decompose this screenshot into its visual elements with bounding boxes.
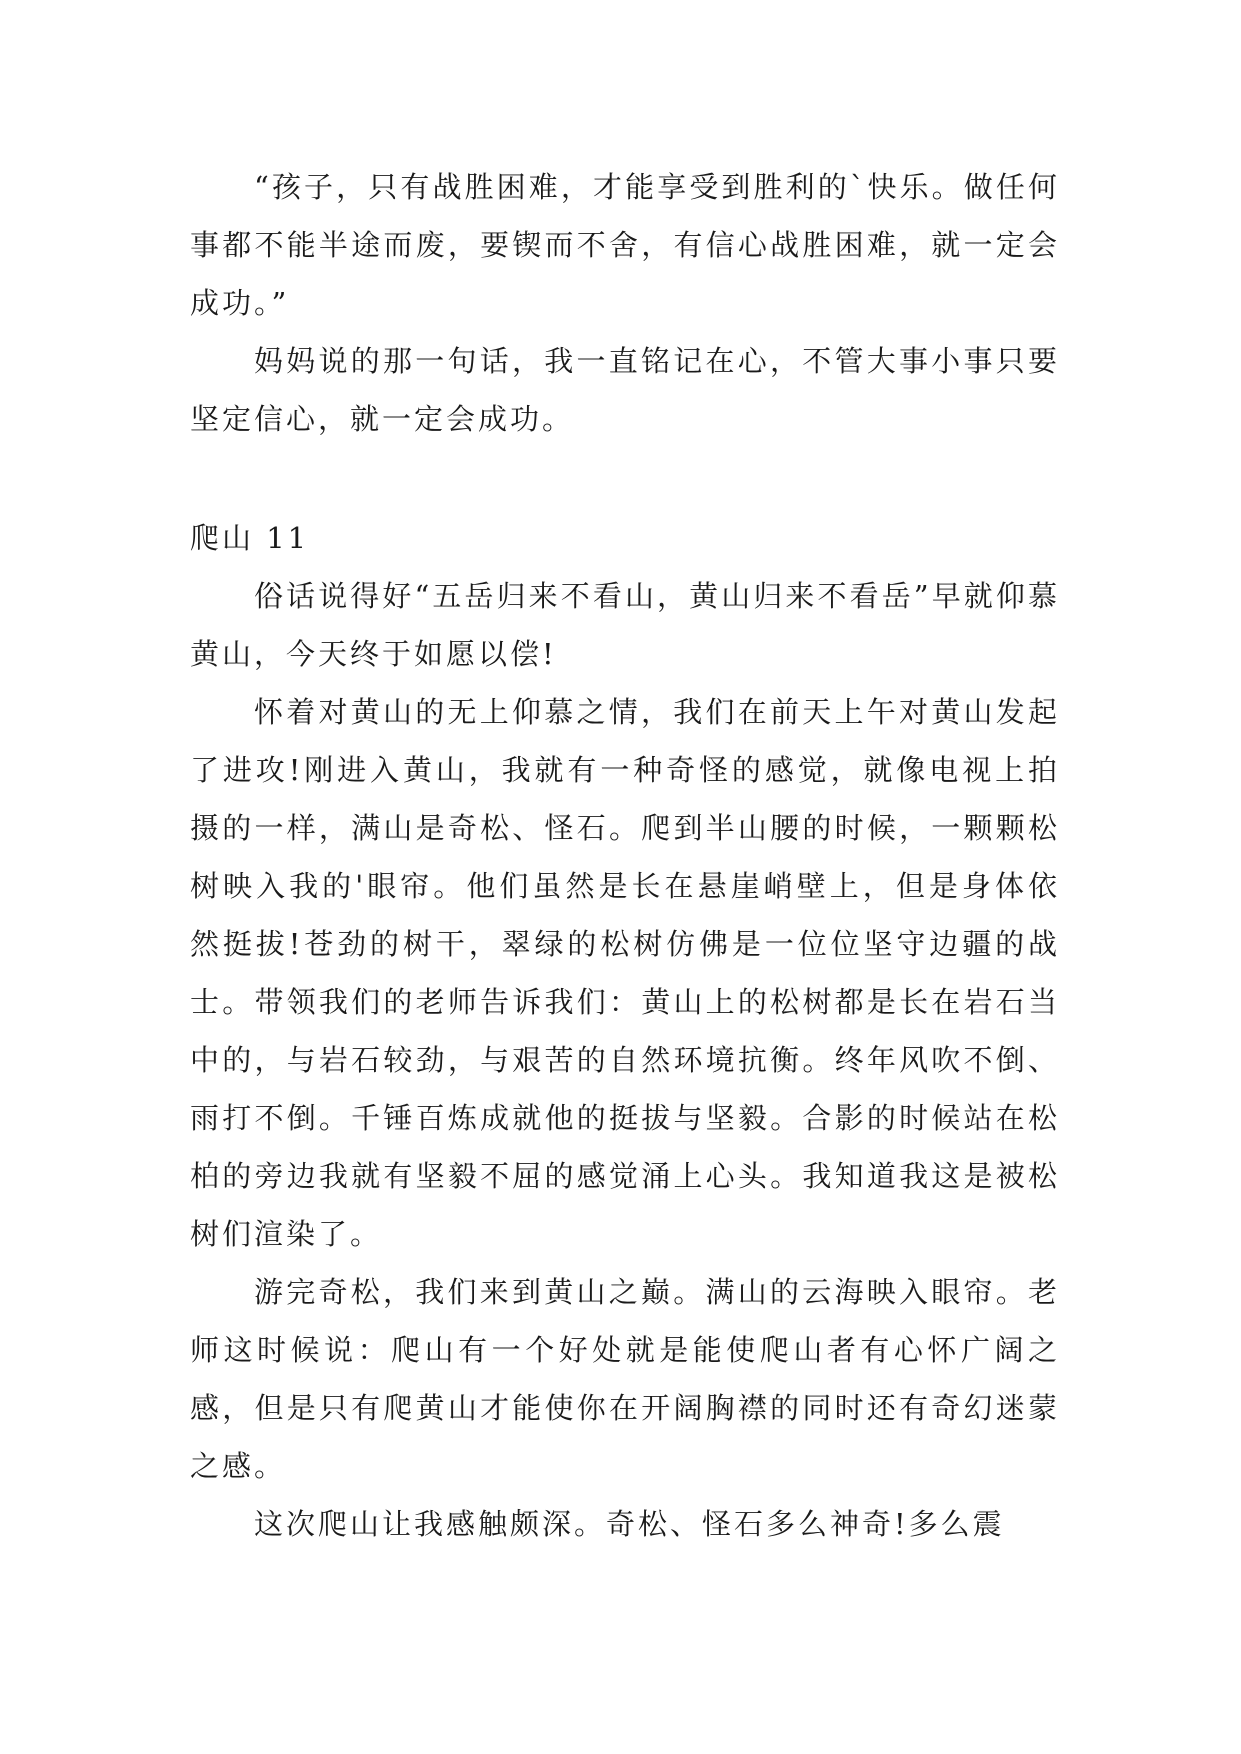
intro-text-block bbox=[190, 158, 1060, 448]
paragraph: 游完奇松，我们来到黄山之巅。满山的云海映入眼帘。老师这时候说：爬山有一个好处就是能使爬山者有心怀广阔之感，但是只有爬黄山才能使你在开阔胸襟的同时还有奇幻迷蒙之感。 bbox=[190, 1275, 1060, 1483]
paragraph: “孩子，只有战胜困难，才能享受到胜利的`快乐。做任何事都不能半途而废，要锲而不舍，有信心战胜困难，就一定会成功。” bbox=[190, 170, 1060, 320]
section-title: 爬山 11 bbox=[190, 521, 310, 555]
essay-section bbox=[190, 509, 1060, 1553]
paragraph: 俗话说得好“五岳归来不看山，黄山归来不看岳”早就仰慕黄山，今天终于如愿以偿! bbox=[190, 579, 1060, 671]
paragraph: 怀着对黄山的无上仰慕之情，我们在前天上午对黄山发起了进攻!刚进入黄山，我就有一种奇怪的感觉，就像电视上拍摄的一样，满山是奇松、怪石。爬到半山腰的时候，一颗颗松树映入我的'眼帘。他们虽然是长在悬崖峭壁上，但是身体依然挺拔!苍劲的树干，翠绿的松树仿佛是一位位坚守边疆的战士。带领我们的老师告诉我们：黄山上的松树都是长在岩石当中的，与岩石较劲，与艰苦的自然环境抗衡。终年风吹不倒、雨打不倒。千锤百炼成就他的挺拔与坚毅。合影的时候站在松柏的旁边我就有坚毅不屈的感觉涌上心头。我知道我这是被松树们渲染了。 bbox=[190, 695, 1060, 1251]
paragraph: 妈妈说的那一句话，我一直铭记在心，不管大事小事只要坚定信心，就一定会成功。 bbox=[190, 344, 1060, 436]
paragraph: 这次爬山让我感触颇深。奇松、怪石多么神奇!多么震 bbox=[254, 1507, 1005, 1541]
